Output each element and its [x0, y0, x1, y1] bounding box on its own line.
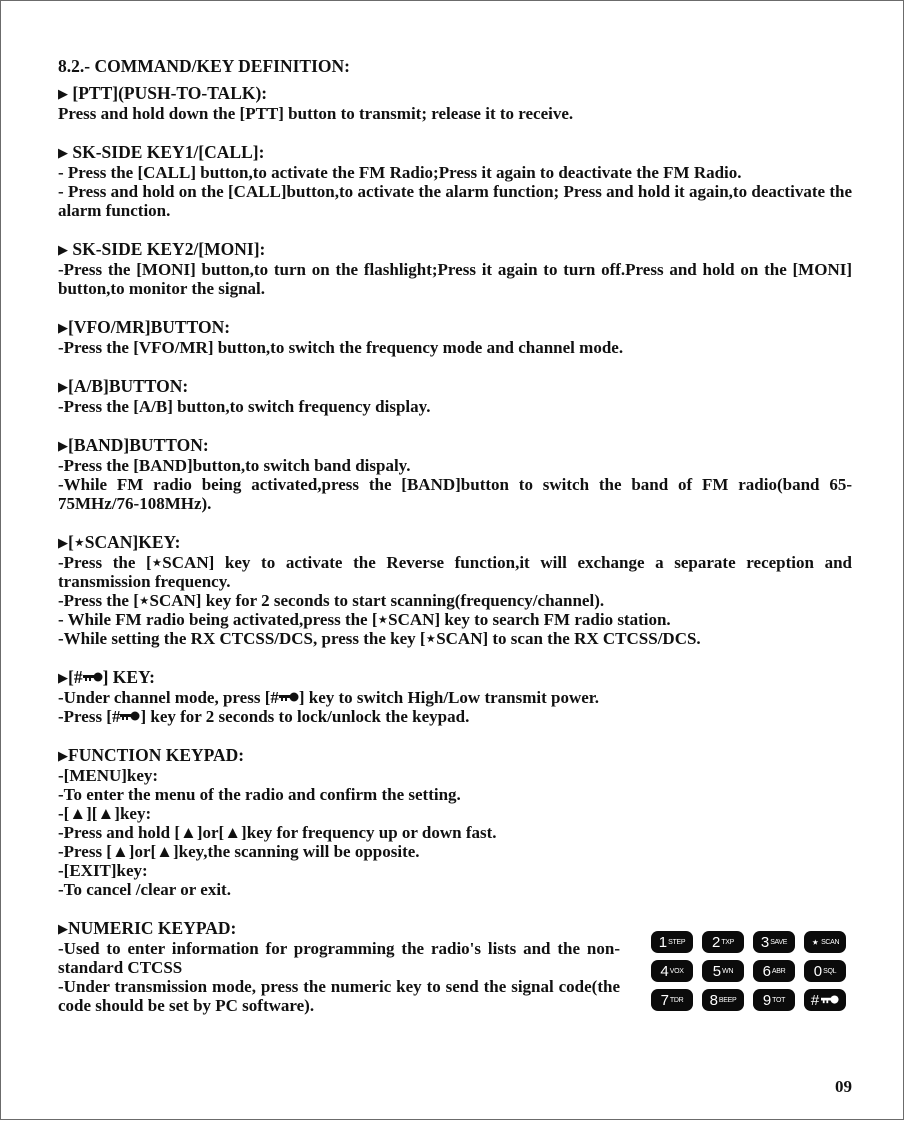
hash-line: -Under channel mode, press [# ] key to switch High/Low transmit power. — [58, 688, 600, 707]
func-line: -To enter the menu of the radio and confirm the setting. — [58, 785, 461, 804]
page-number: 09 — [835, 1077, 852, 1096]
numeric-heading: ▶NUMERIC KEYPAD: — [58, 918, 237, 938]
bullet-triangle-icon: ▶ — [58, 535, 68, 550]
bullet-triangle-icon: ▶ — [58, 670, 68, 685]
bullet-triangle-icon: ▶ — [58, 748, 68, 763]
keypad-key-hash: # — [804, 989, 846, 1011]
band-line: -Press the [BAND]button,to switch band dispaly. — [58, 456, 411, 475]
func-line: -[▲][▲]key: — [58, 804, 152, 823]
scan-line: - While FM radio being activated,press the [⋆SCAN] key to search FM radio station. — [58, 610, 671, 629]
keypad-key-3: 3 SAVE — [753, 931, 795, 953]
content — [58, 57, 852, 1015]
scan-heading: ▶[⋆SCAN]KEY: — [58, 532, 181, 552]
ab-line: -Press the [A/B] button,to switch frequency display. — [58, 397, 431, 416]
bullet-triangle-icon: ▶ — [58, 145, 68, 160]
scan-line: -Press the [⋆SCAN] key to activate the Reverse function,it will exchange a separate reception and transmission frequency. — [58, 553, 852, 591]
keypad-key-star: ⋆ SCAN — [804, 931, 846, 953]
keypad-key-0: 0 SQL — [804, 960, 846, 982]
scan-line: -Press the [⋆SCAN] key for 2 seconds to start scanning(frequency/channel). — [58, 591, 605, 610]
keypad-illustration — [651, 931, 845, 1011]
section-title: 8.2.- COMMAND/KEY DEFINITION: — [58, 56, 350, 76]
func-heading: ▶FUNCTION KEYPAD: — [58, 745, 245, 765]
func-line: -[EXIT]key: — [58, 861, 148, 880]
sk2-line: -Press the [MONI] button,to turn on the flashlight;Press it again to turn off.Press and hold on the [MONI] button,to monitor the signal. — [58, 260, 852, 298]
func-line: -To cancel /clear or exit. — [58, 880, 231, 899]
ptt-heading: ▶ [PTT](PUSH-TO-TALK): — [58, 83, 268, 103]
keypad-key-8: 8 BEEP — [702, 989, 744, 1011]
band-heading: ▶[BAND]BUTTON: — [58, 435, 209, 455]
sk1-line: - Press the [CALL] button,to activate the FM Radio;Press it again to deactivate the FM Radio. — [58, 163, 742, 182]
bullet-triangle-icon: ▶ — [58, 921, 68, 936]
hash-heading: ▶[# ] KEY: — [58, 667, 155, 687]
numeric-line: -Under transmission mode, press the numeric key to send the signal code(the code should be set by PC software). — [58, 977, 620, 1015]
numeric-line: -Used to enter information for programming the radio's lists and the non-standard CTCSS — [58, 939, 620, 977]
bullet-triangle-icon: ▶ — [58, 379, 68, 394]
key-icon — [279, 692, 299, 703]
keypad-key-9: 9 TOT — [753, 989, 795, 1011]
keypad-key-4: 4 VOX — [651, 960, 693, 982]
keypad-key-6: 6 ABR — [753, 960, 795, 982]
bullet-triangle-icon: ▶ — [58, 242, 68, 257]
keypad-key-2: 2 TXP — [702, 931, 744, 953]
keypad-key-7: 7 TDR — [651, 989, 693, 1011]
key-icon — [83, 672, 103, 683]
func-line: -Press [▲]or[▲]key,the scanning will be opposite. — [58, 842, 420, 861]
band-line: -While FM radio being activated,press the [BAND]button to switch the band of FM radio(band 65-75MHz/76-108MHz). — [58, 475, 852, 513]
vfo-line: -Press the [VFO/MR] button,to switch the frequency mode and channel mode. — [58, 338, 624, 357]
bullet-triangle-icon: ▶ — [58, 86, 68, 101]
ab-heading: ▶[A/B]BUTTON: — [58, 376, 189, 396]
keypad-key-5: 5 WN — [702, 960, 744, 982]
ptt-line: Press and hold down the [PTT] button to transmit; release it to receive. — [58, 104, 574, 123]
func-line: -Press and hold [▲]or[▲]key for frequency up or down fast. — [58, 823, 497, 842]
key-icon — [120, 711, 140, 722]
func-line: -[MENU]key: — [58, 766, 159, 785]
sk1-heading: ▶ SK-SIDE KEY1/[CALL]: — [58, 142, 265, 162]
key-icon — [821, 995, 839, 1005]
hash-line: -Press [# ] key for 2 seconds to lock/unlock the keypad. — [58, 707, 470, 726]
sk1-line: - Press and hold on the [CALL]button,to activate the alarm function; Press and hold it again,to deactivate the alarm function. — [58, 182, 852, 220]
keypad-key-1: 1 STEP — [651, 931, 693, 953]
scan-line: -While setting the RX CTCSS/DCS, press the key [⋆SCAN] to scan the RX CTCSS/DCS. — [58, 629, 701, 648]
bullet-triangle-icon: ▶ — [58, 438, 68, 453]
bullet-triangle-icon: ▶ — [58, 320, 68, 335]
sk2-heading: ▶ SK-SIDE KEY2/[MONI]: — [58, 239, 266, 259]
vfo-heading: ▶[VFO/MR]BUTTON: — [58, 317, 231, 337]
